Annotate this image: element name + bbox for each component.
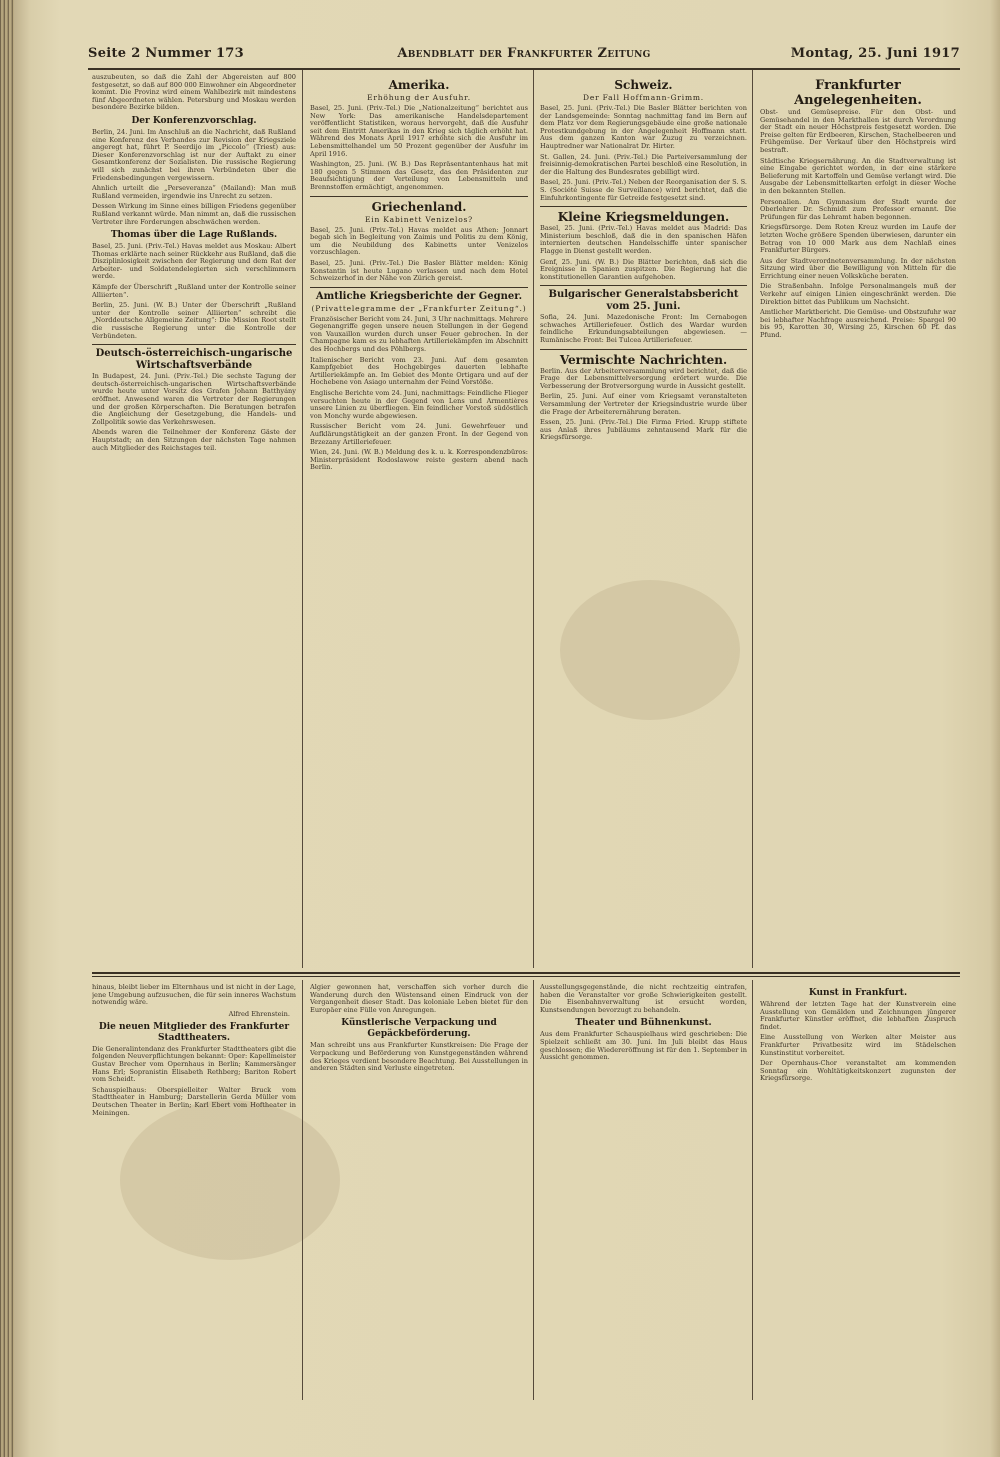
article-heading: Theater und Bühnenkunst.: [575, 1018, 712, 1029]
article-text: Algier gewonnen hat, verschaffen sich vorher durch die Wanderung durch den Wüstensand einen Eindruck von der Vergangenheit dieser Stadt. Das koloniale Leben bietet für den Europäer eine Fülle von Anregungen.: [310, 984, 528, 1014]
bound-page-edge: [0, 0, 14, 1457]
article-text: Dessen Wirkung im Sinne eines billigen Friedens gegenüber Rußland verkannt würde. Man nimmt an, daß die russischen Vertreter ihre Forderungen abschwächen werden.: [92, 202, 296, 226]
article-text: Basel, 25. Juni. (Priv.-Tel.) Havas meldet aus Athen: Jonnart begab sich in Begleitung von Zaimis und Politis zu dem König, um die Neubildung des Kabinetts unter Venizelos vorzuschlagen.: [310, 225, 528, 257]
article-text: Städtische Kriegsernährung. An die Stadtverwaltung ist eine Eingabe gerichtet worden, in der eine stärkere Belieferung mit Kartoffeln und Gemüse verlangt wird. Die Ausgabe der Lebensmittelkarten erfolgt in dieser Woche in den bekannten Stellen.: [760, 156, 956, 195]
article-text: Personalien. Am Gymnasium der Stadt wurde der Oberlehrer Dr. Schmidt zum Professor ernannt. Die Prüfungen für das Lehramt haben begonnen.: [760, 197, 956, 221]
article-heading: Die neuen Mitglieder des Frankfurter Stadttheaters.: [98, 1021, 290, 1043]
section-title: Vermischte Nachrichten.: [540, 349, 747, 367]
column-rule: [533, 980, 534, 1400]
article-text: Der Opernhaus-Chor veranstaltet am kommenden Sonntag ein Wohltätigkeitskonzert zugunsten der Kriegsfürsorge.: [760, 1059, 956, 1083]
section-title: Bulgarischer Generalstabsbericht vom 25. Juni.: [540, 285, 747, 313]
article-text: Ahnlich urteilt die „Perseveranza“ (Mailand): Man muß Rußland vermeiden, irgendwie ins Unrecht zu setzen.: [92, 184, 296, 200]
article-text: Berlin, 24. Juni. Im Anschluß an die Nachricht, daß Rußland eine Konferenz des Verbandes zur Revision der Kriegsziele angeregt hat, führt P. Seerdijo im „Piccolo“ (Triest) aus: Dieser Konferenzvorschlag ist nur der Auftakt zu einer Gesamtkonferenz der Sozialisten. Die russische Regierung will sich zunächst bei ihren Verbündeten über die Friedensbedingungen vergewissern.: [92, 127, 296, 182]
column-rule: [752, 70, 753, 968]
page-header: [88, 44, 960, 70]
article-text: Während der letzten Tage hat der Kunstverein eine Ausstellung von Gemälden und Zeichnungen jüngerer Frankfurter Künstler eröffnet, die lebhaften Zuspruch findet.: [760, 1000, 956, 1031]
newspaper-title: Abendblatt der Frankfurter Zeitung: [397, 46, 651, 61]
article-heading: Deutsch-österreichisch-ungarische Wirtschaftsverbände: [92, 344, 296, 372]
section-title: Kleine Kriegsmeldungen.: [540, 206, 747, 224]
article-text: Wien, 24. Juni. (W. B.) Meldung des k. u. k. Korrespondenzbüros: Ministerpräsident Rodoslawow reiste gestern abend nach Berlin.: [310, 448, 528, 472]
article-text: Kriegsfürsorge. Dem Roten Kreuz wurden im Laufe der letzten Woche größere Spenden überwiesen, darunter ein Betrag von 10 000 Mark aus dem Nachlaß eines Frankfurter Bürgers.: [760, 223, 956, 255]
section-title: Schweiz.: [614, 78, 673, 92]
article-text: Englische Berichte vom 24. Juni, nachmittags: Feindliche Flieger versuchten heute in der Gegend von Lens und Armentières unsere Linien zu überfliegen. Ein feindlicher Vorstoß südöstlich von Monchy wurde abgewiesen.: [310, 389, 528, 420]
article-text: Französischer Bericht vom 24. Juni, 3 Uhr nachmittags. Mehrere Gegenangriffe gegen unsere neuen Stellungen in der Gegend von Vauxaillon wurden durch unser Feuer gebrochen. In der Champagne kam es zu lebhaften Artilleriekämpfen im Abschnitt des Hochbergs und des Pöhlbergs.: [310, 314, 528, 354]
section-title: Amtliche Kriegsberichte der Gegner.: [310, 287, 528, 303]
issue-date: Montag, 25. Juni 1917: [790, 46, 960, 61]
article-heading: Künstlerische Verpackung und Gepäckbeförderung.: [341, 1018, 497, 1040]
article-text: Ausstellungsgegenstände, die nicht rechtzeitig eintrafen, haben die Veranstalter vor große Schwierigkeiten gestellt. Die Eisenbahnverwaltung ist ersucht worden, Kunstsendungen bevorzugt zu behandeln.: [540, 984, 747, 1014]
section-subtitle: Erhöhung der Ausfuhr.: [367, 93, 471, 102]
article-heading: Thomas über die Lage Rußlands.: [110, 230, 278, 241]
article-text: Die Generalintendanz des Frankfurter Stadttheaters gibt die folgenden Neuverpflichtungen bekannt: Oper: Kapellmeister Gustav Brecher vom Opernhaus in Berlin; Kammersänger Hans Erl; Sopranistin Elisabeth Rethberg; Bariton Robert vom Scheidt.: [92, 1044, 296, 1084]
section-subtitle: (Privattelegramme der „Frankfurter Zeitung“.): [311, 303, 527, 313]
article-text: Aus dem Frankfurter Schauspielhaus wird geschrieben: Die Spielzeit schließt am 30. Juni. Im Juli bleibt das Haus geschlossen; die Wiedereröffnung ist für den 1. September in Aussicht genommen.: [540, 1030, 747, 1062]
section-title: Amerika.: [388, 78, 450, 92]
article-text: hinaus, bleibt lieber im Elternhaus und ist nicht in der Lage, jene Umgebung aufzusuchen, die für sein inneres Wachstum notwendig wäre.: [92, 984, 296, 1007]
article-heading: Kunst in Frankfurt.: [808, 988, 908, 998]
article-text: Berlin, 25. Juni. Auf einer vom Kriegsamt veranstalteten Versammlung der Vertreter der Kriegsindustrie wurde über die Frage der Arbeiterernährung beraten.: [540, 392, 747, 416]
article-text: Basel, 25. Juni. (Priv.-Tel.) Havas meldet aus Moskau: Albert Thomas erklärte nach seiner Rückkehr aus Rußland, daß die Disziplinlosigkeit zwischen der Regierung und dem Rat der Arbeiter- und Soldatendelegierten sich verschlimmern werde.: [92, 242, 296, 281]
section-title: Griechenland.: [310, 196, 528, 214]
article-text: Eine Ausstellung von Werken alter Meister aus Frankfurter Privatbesitz wird im Städelschen Kunstinstitut vorbereitet.: [760, 1033, 956, 1057]
article-text: Italienischer Bericht vom 23. Juni. Auf dem gesamten Kampfgebiet des Hochgebirges dauerten lebhafte Artilleriekämpfe an. Im Gebiet des Monte Ortigara und auf der Hochebene von Asiago unternahm der Feind Vorstöße.: [310, 355, 528, 387]
section-title: Frankfurter Angelegenheiten.: [794, 78, 922, 108]
article-text: Man schreibt uns aus Frankfurter Kunstkreisen: Die Frage der Verpackung und Beförderung von Kunstgegenständen während des Krieges verdient besondere Beachtung. Bei Ausstellungen in anderen Städten sind Verluste eingetreten.: [310, 1041, 528, 1073]
article-text: In Budapest, 24. Juni. (Priv.-Tel.) Die sechste Tagung der deutsch-österreichisch-ungarischen Wirtschaftsverbände wurde heute unter Vorsitz des Grafen Johann Batthyány eröffnet. Anwesend waren die Vertreter der Regierungen und der großen Körperschaften. Die Beratungen betrafen die Angleichung der Gesetzgebung, die Handels- und Zollpolitik sowie das Verkehrswesen.: [92, 372, 296, 426]
feuilleton-column-1: [92, 984, 296, 1394]
article-text: Abends waren die Teilnehmer der Konferenz Gäste der Hauptstadt; an den Sitzungen der nächsten Tage nahmen auch Mitglieder des Reichstages teil.: [92, 428, 296, 452]
column-switzerland: [540, 74, 747, 964]
article-text: Sofia, 24. Juni. Mazedonische Front: Im Cernabogen schwaches Artilleriefeuer. Östlich des Wardar wurden feindliche Erkundungsabteilungen abgewiesen. — Rumänische Front: Bei Tulcea Artilleriefeuer.: [540, 313, 747, 345]
section-subtitle: Ein Kabinett Venizelos?: [364, 214, 473, 224]
column-local-news: [760, 74, 956, 964]
article-text: Die Straßenbahn. Infolge Personalmangels muß der Verkehr auf einigen Linien eingeschränkt werden. Die Direktion bittet das Publikum um Nachsicht.: [760, 282, 956, 306]
column-rule: [533, 70, 534, 968]
section-divider: [92, 972, 960, 974]
article-text: Essen, 25. Juni. (Priv.-Tel.) Die Firma Fried. Krupp stiftete aus Anlaß ihres Jubiläums zehntausend Mark für die Kriegsfürsorge.: [540, 418, 747, 442]
article-text: Basel, 25. Juni. (Priv.-Tel.) Havas meldet aus Madrid: Das Ministerium beschloß, daß die in den spanischen Häfen internierten deutschen Handelsschiffe unter spanischer Flagge in Dienst gestellt werden.: [540, 224, 747, 255]
column-rule: [302, 70, 303, 968]
column-foreign: [310, 74, 528, 964]
section-subtitle: Der Fall Hoffmann-Grimm.: [583, 93, 704, 102]
article-text: Schauspielhaus: Oberspielleiter Walter Bruck vom Stadttheater in Hamburg; Darstellerin Gerda Müller vom Deutschen Theater in Berlin; Karl Ebert vom Hoftheater in Meiningen.: [92, 1085, 296, 1117]
page-number: Seite 2 Nummer 173: [88, 46, 244, 61]
column-rule: [752, 980, 753, 1400]
feuilleton-column-3: [540, 984, 747, 1394]
article-text: Berlin, 25. Juni. (W. B.) Unter der Überschrift „Rußland unter der Kontrolle seiner Alliierten“ schreibt die „Norddeutsche Allgemeine Zeitung“: Die Mission Root stellt die russische Regierung unter die Kontrolle der Verbündeten.: [92, 301, 296, 340]
article-text: Washington, 25. Juni. (W. B.) Das Repräsentantenhaus hat mit 180 gegen 5 Stimmen das Gesetz, das den Präsidenten zur Beaufsichtigung der Verteilung von Lebensmitteln und Brennstoffen ermächtigt, angenommen.: [310, 160, 528, 191]
feuilleton-column-2: [310, 984, 528, 1394]
feuilleton-column-4: [760, 984, 956, 1394]
article-text: Basel, 25. Juni. (Priv.-Tel.) Die „Nationalzeitung“ berichtet aus New York: Das amerikanische Handelsdepartement veröffentlicht Statistiken, woraus hervorgeht, daß die Ausfuhr seit dem Eintritt Amerikas in den Krieg sich täglich erhöht hat. Während des Monats April 1917 erhöhte sich die Ausfuhr im Lebensmittelhandel um 50 Prozent gegenüber der Ausfuhr im April 1916.: [310, 104, 528, 158]
article-text: Obst- und Gemüsepreise. Für den Obst- und Gemüsehandel in den Markthallen ist durch Verordnung der Stadt ein neuer Höchstpreis festgesetzt worden. Die Preise gelten für Erdbeeren, Kirschen, Stachelbeeren und Frühgemüse. Der Verkauf über den Höchstpreis wird bestraft.: [760, 108, 956, 154]
article-text: Berlin. Aus der Arbeiterversammlung wird berichtet, daß die Frage der Lebensmittelversorgung erörtert wurde. Die Verbesserung der Brotversorgung wurde in Aussicht gestellt.: [540, 366, 747, 390]
article-text: St. Gallen, 24. Juni. (Priv.-Tel.) Die Parteiversammlung der freisinnig-demokratischen Partei beschloß eine Resolution, in der die Haltung des Bundesrates gebilligt wird.: [540, 152, 747, 176]
column-rule: [302, 980, 303, 1400]
article-text: Russischer Bericht vom 24. Juni. Gewehrfeuer und Aufklärungstätigkeit an der ganzen Front. In der Gegend von Brzezany Artilleriefeuer.: [310, 422, 528, 446]
column-politics: [92, 74, 296, 964]
article-text: auszubeuten, so daß die Zahl der Abgereisten auf 800 festgesetzt, so daß auf 800 000 Einwohner ein Abgeordneter kommt. Die Provinz wird einem Wahlbezirk mit mindestens fünf Abgeordneten wählen. Petersburg und Moskau werden besondere Bezirke bilden.: [92, 74, 296, 112]
article-text: Aus der Stadtverordnetenversammlung. In der nächsten Sitzung wird über die Bewilligung von Mitteln für die Errichtung einer neuen Volksküche beraten.: [760, 256, 956, 280]
article-text: Genf, 25. Juni. (W. B.) Die Blätter berichten, daß sich die Ereignisse in Spanien zuspitzen. Die Regierung hat die konstitutionellen Garantien aufgehoben.: [540, 257, 747, 281]
article-text: Basel, 25. Juni. (Priv.-Tel.) Die Basler Blätter berichten von der Landsgemeinde: Sonntag nachmittag fand im Bern auf dem Platz vor dem Regierungsgebäude eine große nationale Protestkundgebung in der Angelegenheit Hoffmann statt. Aus dem ganzen Kanton war Zuzug zu verzeichnen. Hauptredner war Nationalrat Dr. Hirter.: [540, 104, 747, 150]
section-divider: [92, 976, 960, 977]
article-text: Kämpfe der Überschrift „Rußland unter der Kontrolle seiner Alliierten“.: [92, 283, 296, 299]
article-text: Basel, 25. Juni. (Priv.-Tel.) Die Basler Blätter melden: König Konstantin ist heute Lugano verlassen und nach dem Hotel Schweizerhof in der Nähe von Zürich gereist.: [310, 258, 528, 283]
article-text: Basel, 25. Juni. (Priv.-Tel.) Neben der Reorganisation der S. S. S. (Société Suisse de Surveillance) wird berichtet, daß die Einfuhrkontingente für Getreide festgesetzt sind.: [540, 178, 747, 202]
author-signature: Alfred Ehrenstein.: [228, 1009, 290, 1018]
article-heading: Der Konferenzvorschlag.: [131, 115, 257, 126]
article-text: Amtlicher Marktbericht. Die Gemüse- und Obstzufuhr war bei lebhafter Nachfrage ausreichend. Preise: Spargel 90 bis 95, Karotten 30, Wirsing 25, Kirschen 60 Pf. das Pfund.: [760, 308, 956, 340]
